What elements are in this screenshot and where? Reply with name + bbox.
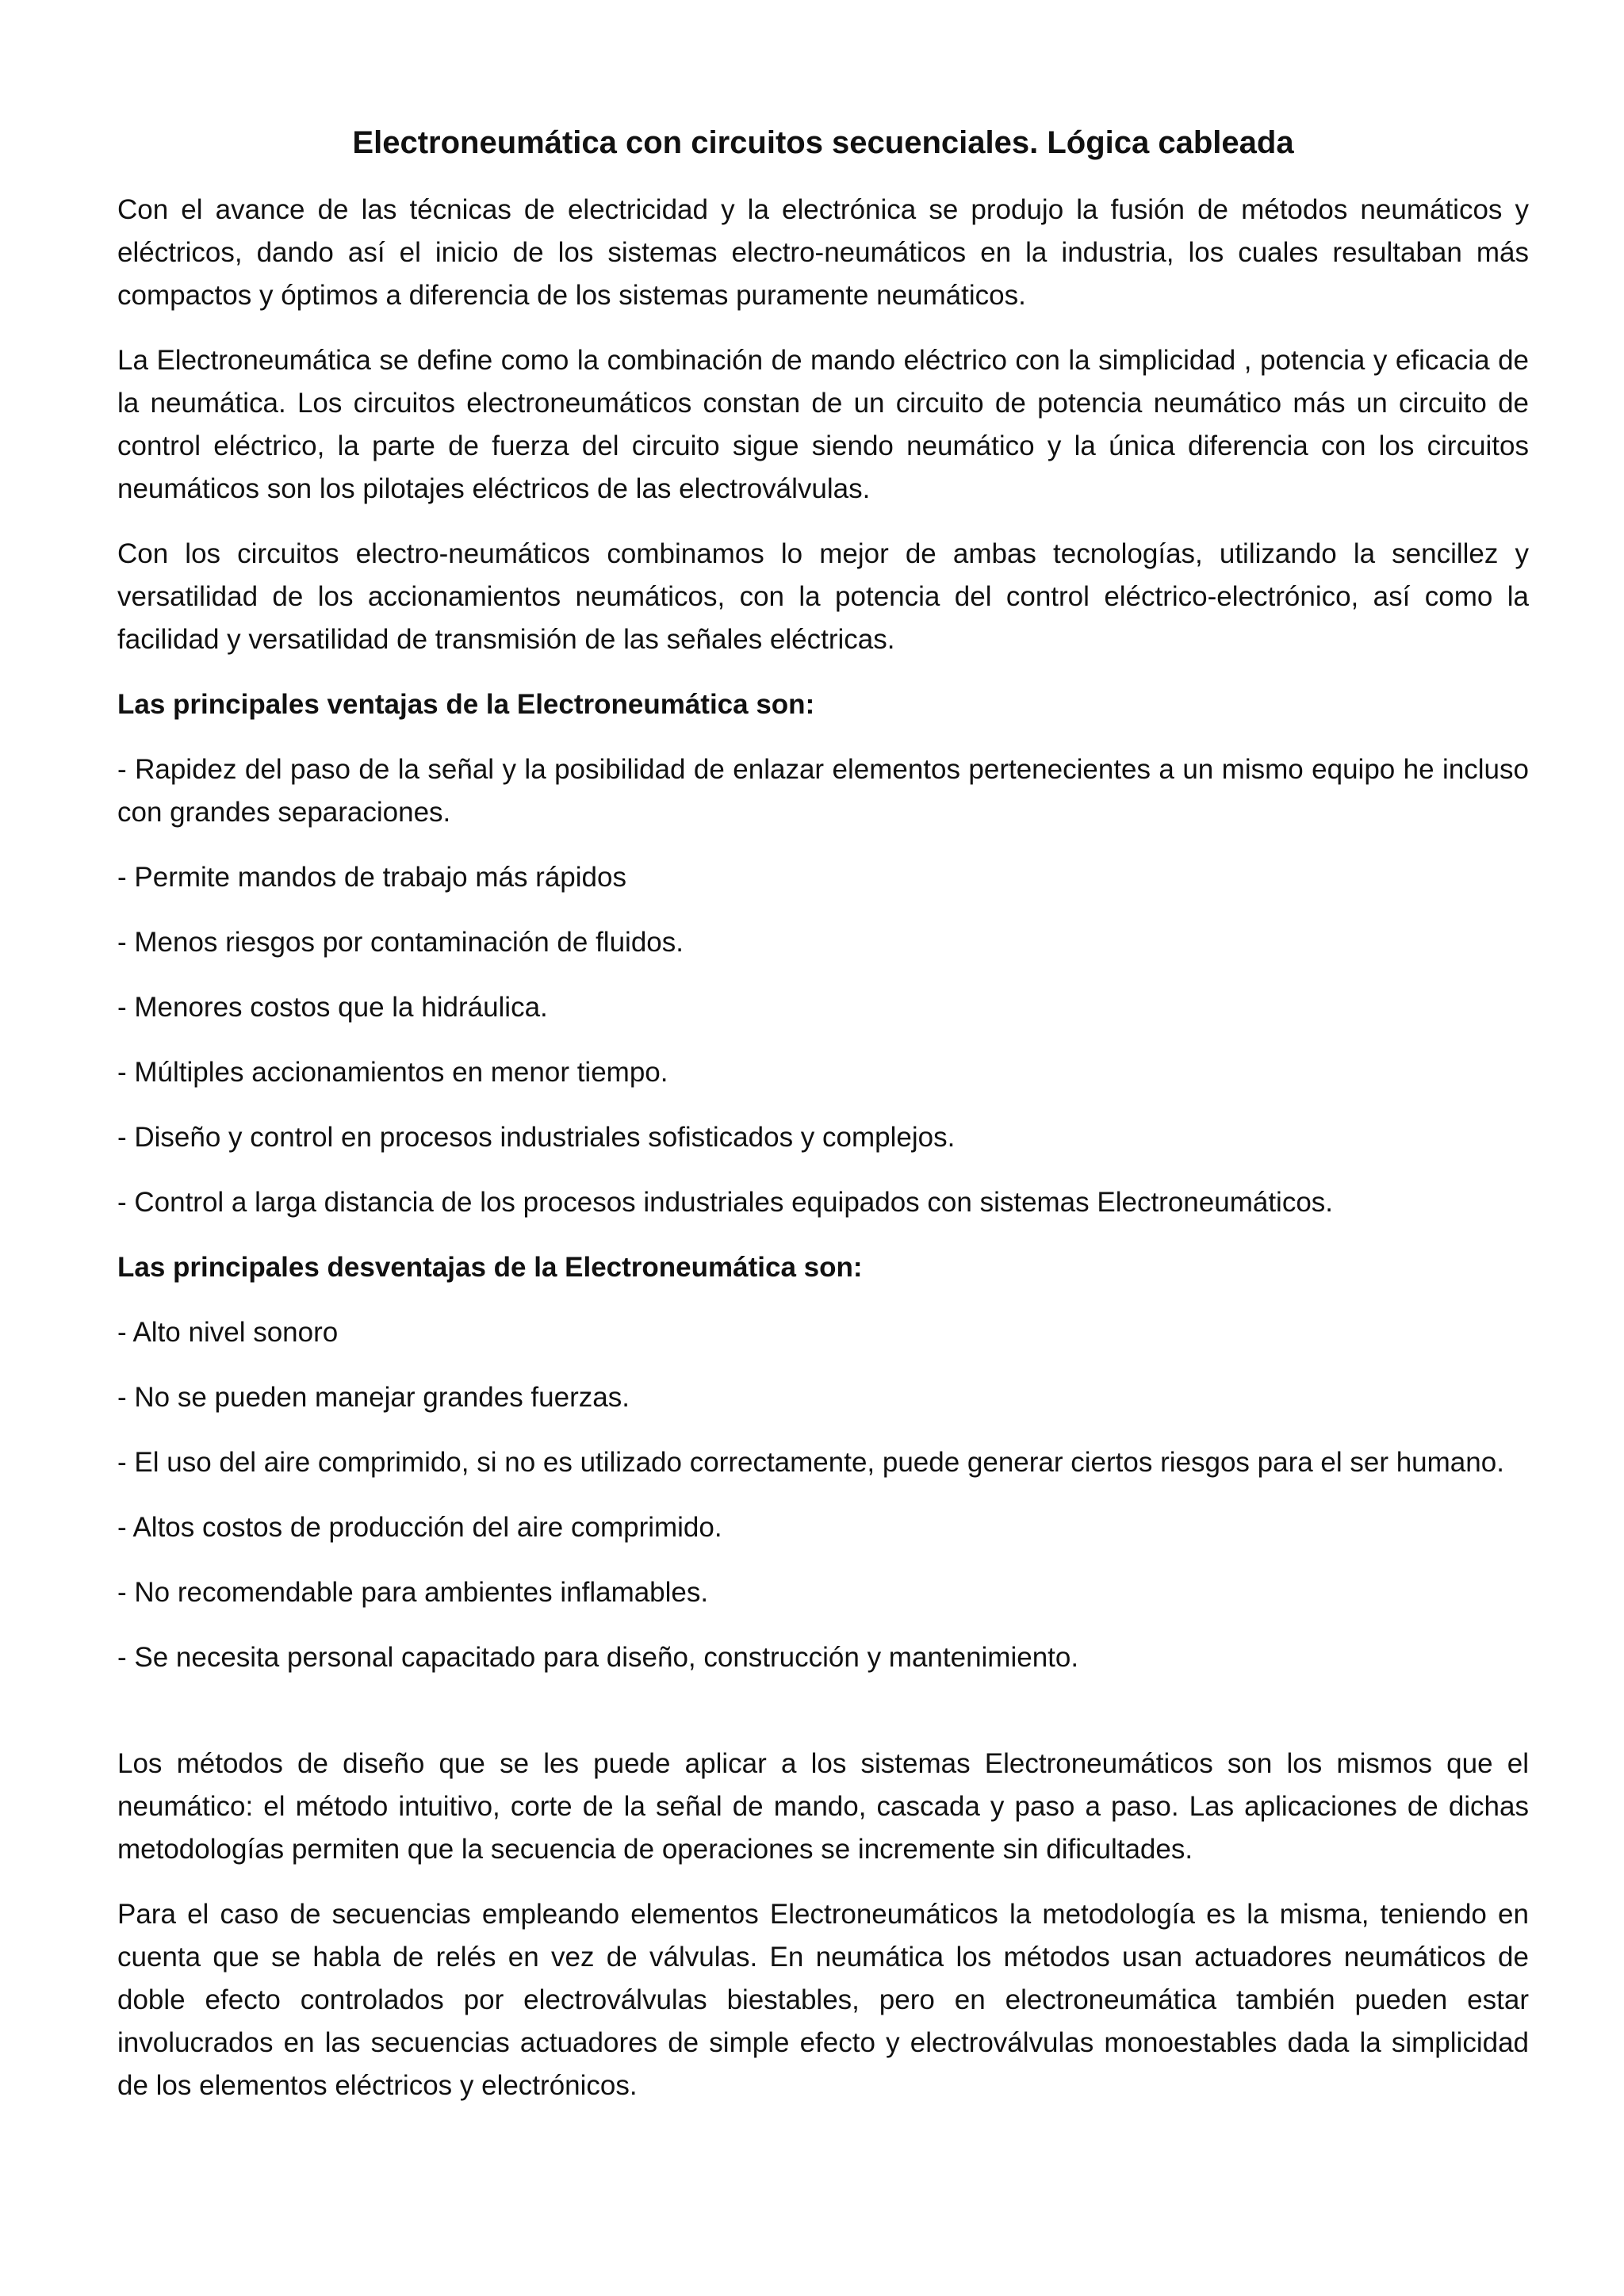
advantage-item: - Menos riesgos por contaminación de fluidos.: [117, 927, 684, 958]
document-page: [117, 111, 1529, 2130]
closing-paragraph-2: Para el caso de secuencias empleando elementos Electroneumáticos la metodología es la misma, teniendo en cuenta que se habla de relés en vez de válvulas. En neumática los métodos usan actuadores neumáticos de doble efecto controlados por electroválvulas biestables, pero en electroneumática también pueden estar involucrados en las secuencias actuadores de simple efecto y electroválvulas monoestables dada la simplicidad de los elementos eléctricos y electrónicos.: [117, 1899, 1529, 2101]
advantage-item: - Diseño y control en procesos industriales sofisticados y complejos.: [117, 1122, 956, 1153]
disadvantage-item: - El uso del aire comprimido, si no es utilizado correctamente, puede generar ciertos riesgos para el ser humano.: [117, 1447, 1504, 1478]
disadvantages-list: [117, 1311, 1529, 1679]
advantage-item: - Rapidez del paso de la señal y la posibilidad de enlazar elementos pertenecientes a un mismo equipo he incluso con grandes separaciones.: [117, 754, 1529, 828]
disadvantages-heading: Las principales desventajas de la Electroneumática son:: [117, 1252, 863, 1283]
advantages-heading: Las principales ventajas de la Electroneumática son:: [117, 689, 815, 720]
document-title: Electroneumática con circuitos secuenciales. Lógica cableada: [352, 125, 1294, 160]
disadvantage-item: - Se necesita personal capacitado para diseño, construcción y mantenimiento.: [117, 1642, 1079, 1673]
closing-paragraph-1: Los métodos de diseño que se les puede aplicar a los sistemas Electroneumáticos son los mismos que el neumático: el método intuitivo, corte de la señal de mando, cascada y paso a paso. Las aplicaciones de dichas metodologías permiten que la secuencia de operaciones se incremente sin dificultades.: [117, 1748, 1529, 1865]
disadvantage-item: - Altos costos de producción del aire comprimido.: [117, 1512, 722, 1543]
intro-paragraph-2: La Electroneumática se define como la combinación de mando eléctrico con la simplicidad , potencia y eficacia de la neumática. Los circuitos electroneumáticos constan de un circuito de potencia neumático más un circuito de control eléctrico, la parte de fuerza del circuito sigue siendo neumático y la única diferencia con los circuitos neumáticos son los pilotajes eléctricos de las electroválvulas.: [117, 345, 1529, 504]
advantage-item: - Control a larga distancia de los procesos industriales equipados con sistemas Electroneumáticos.: [117, 1187, 1334, 1218]
advantage-item: - Múltiples accionamientos en menor tiempo.: [117, 1057, 668, 1088]
intro-paragraph-3: Con los circuitos electro-neumáticos combinamos lo mejor de ambas tecnologías, utilizando la sencillez y versatilidad de los accionamientos neumáticos, con la potencia del control eléctrico-electrónico, así como la facilidad y versatilidad de transmisión de las señales eléctricas.: [117, 538, 1529, 655]
section-spacer: [117, 1701, 1529, 1743]
advantage-item: - Menores costos que la hidráulica.: [117, 992, 548, 1023]
advantage-item: - Permite mandos de trabajo más rápidos: [117, 862, 626, 893]
disadvantage-item: - No se pueden manejar grandes fuerzas.: [117, 1382, 630, 1413]
intro-paragraph-1: Con el avance de las técnicas de electricidad y la electrónica se produjo la fusión de métodos neumáticos y eléctricos, dando así el inicio de los sistemas electro-neumáticos en la industria, los cuales resultaban más compactos y óptimos a diferencia de los sistemas puramente neumáticos.: [117, 194, 1529, 311]
disadvantage-item: - Alto nivel sonoro: [117, 1317, 339, 1348]
disadvantage-item: - No recomendable para ambientes inflamables.: [117, 1577, 709, 1608]
advantages-list: [117, 748, 1529, 1224]
